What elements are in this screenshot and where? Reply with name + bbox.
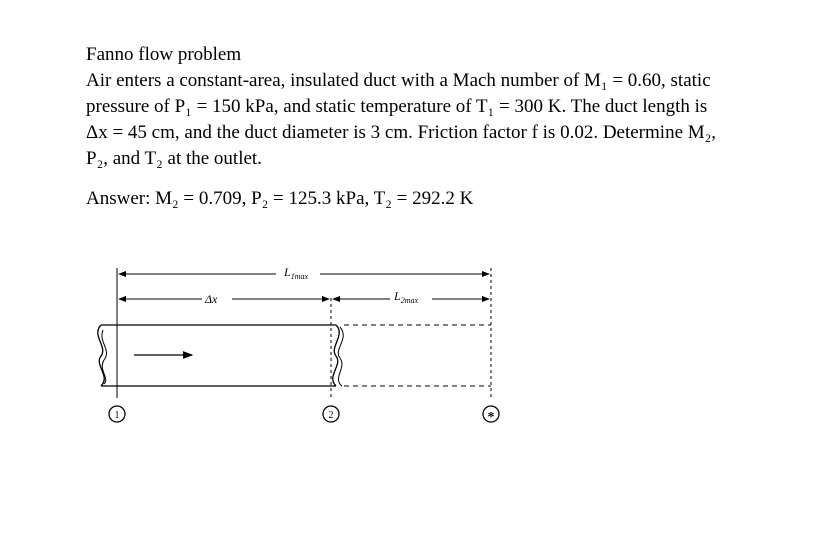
dx-label: Δx: [205, 292, 218, 306]
station-1-label: 1: [114, 410, 120, 421]
duct-left-break: [98, 325, 104, 386]
station-star-label: *: [487, 410, 495, 425]
station-2-marker: [323, 406, 339, 422]
l1max-label: $L_{1max}$: [284, 265, 309, 281]
problem-title: Fanno flow problem: [86, 44, 242, 65]
station-2-label: 2: [328, 410, 334, 421]
problem-line-3: Δx = 45 cm, and the duct diameter is 3 cm. Friction factor f is 0.02. Determine M₂,: [86, 122, 717, 143]
problem-line-4: P₂, and T₂ at the outlet.: [86, 148, 262, 169]
l2max-label: $L_{2max}$: [394, 289, 419, 305]
problem-line-1: Air enters a constant-area, insulated duct with a Mach number of M₁ = 0.60, static: [86, 70, 711, 91]
station-star-marker: [483, 406, 499, 425]
answer-line: Answer: M₂ = 0.709, P₂ = 125.3 kPa, T₂ = 292.2 K: [86, 188, 474, 209]
problem-line-2: pressure of P₁ = 150 kPa, and static temperature of T₁ = 300 K. The duct length is: [86, 96, 708, 117]
station-1-marker: [109, 406, 125, 422]
